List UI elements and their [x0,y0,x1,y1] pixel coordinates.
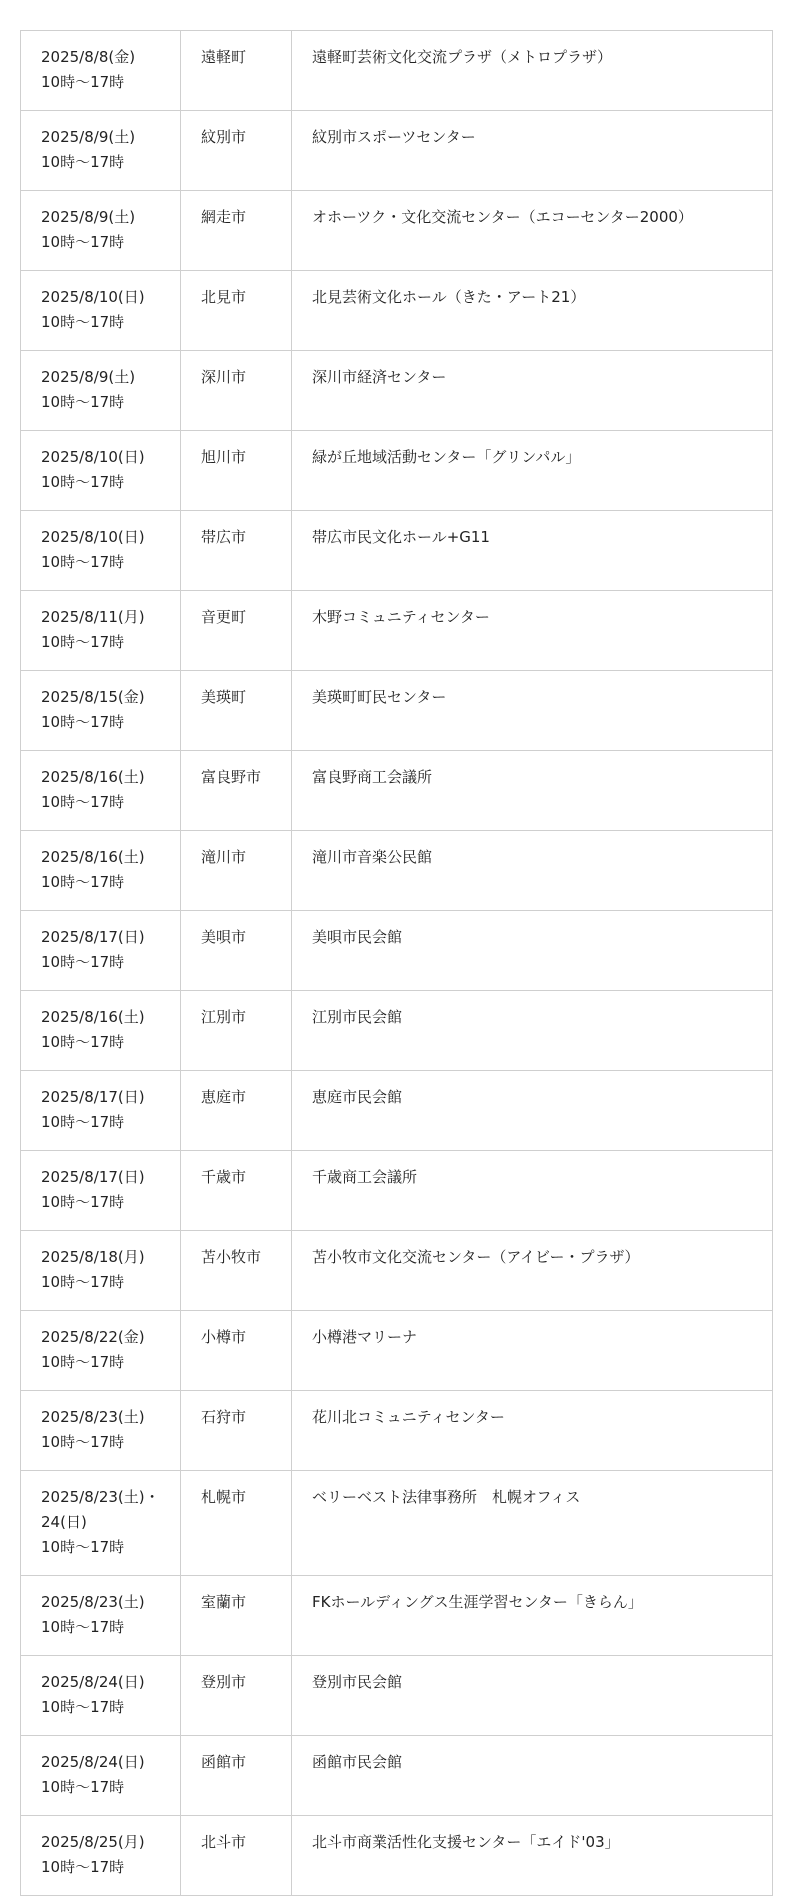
table-row [21,911,773,991]
venue-cell: 小樽港マリーナ [292,1311,773,1391]
date-cell [21,271,181,351]
event-time: 10時〜17時 [41,1698,125,1716]
venue-cell: 美唄市民会館 [292,911,773,991]
venue-cell: 富良野商工会議所 [292,751,773,831]
city-cell: 紋別市 [181,111,292,191]
city-cell: 美瑛町 [181,671,292,751]
table-row [21,1071,773,1151]
table-row [21,991,773,1071]
venue-cell: 江別市民会館 [292,991,773,1071]
date-cell [21,751,181,831]
city-cell: 函館市 [181,1736,292,1816]
venue-cell: 登別市民会館 [292,1656,773,1736]
venue-cell: FKホールディングス生涯学習センター「きらん」 [292,1576,773,1656]
event-date: 2025/8/9(土) [41,128,136,146]
table-row [21,1231,773,1311]
event-time: 10時〜17時 [41,1538,125,1556]
venue-cell: 美瑛町町民センター [292,671,773,751]
date-cell [21,1816,181,1896]
event-date: 2025/8/16(土) [41,848,145,866]
venue-cell: 緑が丘地域活動センター「グリンパル」 [292,431,773,511]
table-row [21,511,773,591]
date-cell [21,591,181,671]
venue-cell: 遠軽町芸術文化交流プラザ（メトロプラザ） [292,31,773,111]
venue-cell: 恵庭市民会館 [292,1071,773,1151]
city-cell: 登別市 [181,1656,292,1736]
event-date: 2025/8/24(日) [41,1673,145,1691]
table-row [21,671,773,751]
event-date: 2025/8/23(土)・24(日) [41,1488,160,1531]
date-cell [21,1576,181,1656]
city-cell: 遠軽町 [181,31,292,111]
event-time: 10時〜17時 [41,873,125,891]
city-cell: 千歳市 [181,1151,292,1231]
event-date: 2025/8/11(月) [41,608,145,626]
date-cell [21,1071,181,1151]
city-cell: 北見市 [181,271,292,351]
date-cell [21,911,181,991]
city-cell: 美唄市 [181,911,292,991]
table-row [21,351,773,431]
date-cell [21,831,181,911]
venue-cell: 千歳商工会議所 [292,1151,773,1231]
event-time: 10時〜17時 [41,1033,125,1051]
event-date: 2025/8/23(土) [41,1408,145,1426]
venue-cell: 函館市民会館 [292,1736,773,1816]
venue-cell: 帯広市民文化ホール+G11 [292,511,773,591]
event-date: 2025/8/22(金) [41,1328,145,1346]
event-time: 10時〜17時 [41,313,125,331]
date-cell [21,1231,181,1311]
date-cell [21,1736,181,1816]
date-cell [21,1151,181,1231]
venue-cell: 北斗市商業活性化支援センター「エイド'03」 [292,1816,773,1896]
event-time: 10時〜17時 [41,1273,125,1291]
event-time: 10時〜17時 [41,473,125,491]
event-time: 10時〜17時 [41,153,125,171]
city-cell: 小樽市 [181,1311,292,1391]
table-row [21,31,773,111]
table-row [21,191,773,271]
venue-cell: オホーツク・文化交流センター（エコーセンター2000） [292,191,773,271]
event-date: 2025/8/16(土) [41,768,145,786]
event-date: 2025/8/15(金) [41,688,145,706]
event-time: 10時〜17時 [41,1858,125,1876]
event-date: 2025/8/10(日) [41,288,145,306]
table-row [21,591,773,671]
date-cell [21,1656,181,1736]
table-row [21,751,773,831]
event-date: 2025/8/25(月) [41,1833,145,1851]
city-cell: 帯広市 [181,511,292,591]
event-time: 10時〜17時 [41,1193,125,1211]
date-cell [21,191,181,271]
event-time: 10時〜17時 [41,1353,125,1371]
city-cell: 石狩市 [181,1391,292,1471]
venue-cell: 苫小牧市文化交流センター（アイビー・プラザ） [292,1231,773,1311]
venue-cell: 滝川市音楽公民館 [292,831,773,911]
date-cell [21,1391,181,1471]
city-cell: 北斗市 [181,1816,292,1896]
date-cell [21,511,181,591]
event-date: 2025/8/10(日) [41,528,145,546]
event-time: 10時〜17時 [41,233,125,251]
table-row [21,831,773,911]
date-cell [21,991,181,1071]
event-time: 10時〜17時 [41,73,125,91]
city-cell: 恵庭市 [181,1071,292,1151]
event-time: 10時〜17時 [41,1113,125,1131]
event-time: 10時〜17時 [41,553,125,571]
date-cell [21,111,181,191]
event-schedule-table [20,30,773,1896]
venue-cell: 木野コミュニティセンター [292,591,773,671]
city-cell: 札幌市 [181,1471,292,1576]
table-row [21,1151,773,1231]
table-row [21,1471,773,1576]
city-cell: 苫小牧市 [181,1231,292,1311]
date-cell [21,351,181,431]
table-row [21,111,773,191]
event-time: 10時〜17時 [41,1778,125,1796]
event-date: 2025/8/9(土) [41,208,136,226]
city-cell: 深川市 [181,351,292,431]
event-time: 10時〜17時 [41,953,125,971]
table-row [21,1391,773,1471]
table-row [21,271,773,351]
event-date: 2025/8/24(日) [41,1753,145,1771]
table-row [21,431,773,511]
event-time: 10時〜17時 [41,1433,125,1451]
table-row [21,1816,773,1896]
city-cell: 音更町 [181,591,292,671]
event-date: 2025/8/9(土) [41,368,136,386]
event-date: 2025/8/23(土) [41,1593,145,1611]
city-cell: 富良野市 [181,751,292,831]
event-time: 10時〜17時 [41,633,125,651]
city-cell: 江別市 [181,991,292,1071]
event-date: 2025/8/16(土) [41,1008,145,1026]
table-row [21,1311,773,1391]
date-cell [21,671,181,751]
event-date: 2025/8/10(日) [41,448,145,466]
table-row [21,1736,773,1816]
venue-cell: 花川北コミュニティセンター [292,1391,773,1471]
event-time: 10時〜17時 [41,793,125,811]
city-cell: 滝川市 [181,831,292,911]
event-date: 2025/8/8(金) [41,48,136,66]
table-row [21,1656,773,1736]
date-cell [21,431,181,511]
city-cell: 網走市 [181,191,292,271]
venue-cell: 深川市経済センター [292,351,773,431]
event-time: 10時〜17時 [41,393,125,411]
event-time: 10時〜17時 [41,713,125,731]
table-row [21,1576,773,1656]
venue-cell: 北見芸術文化ホール（きた・アート21） [292,271,773,351]
city-cell: 室蘭市 [181,1576,292,1656]
event-date: 2025/8/17(日) [41,1088,145,1106]
date-cell [21,1311,181,1391]
event-date: 2025/8/17(日) [41,1168,145,1186]
date-cell [21,31,181,111]
event-time: 10時〜17時 [41,1618,125,1636]
city-cell: 旭川市 [181,431,292,511]
event-date: 2025/8/18(月) [41,1248,145,1266]
event-date: 2025/8/17(日) [41,928,145,946]
date-cell [21,1471,181,1576]
venue-cell: ベリーベスト法律事務所 札幌オフィス [292,1471,773,1576]
venue-cell: 紋別市スポーツセンター [292,111,773,191]
